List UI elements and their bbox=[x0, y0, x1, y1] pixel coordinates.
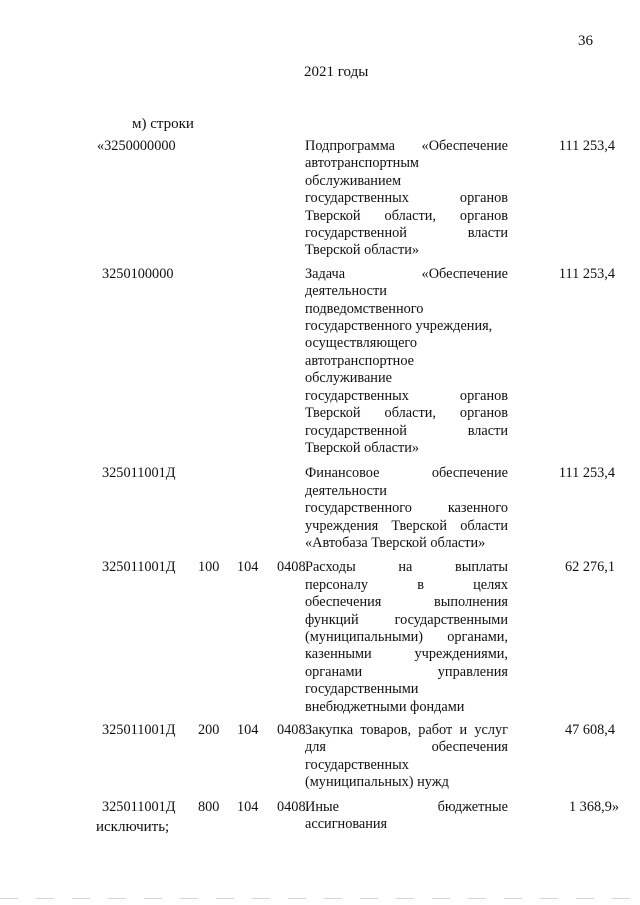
expense-type: 100 bbox=[198, 559, 220, 576]
row-description bbox=[305, 799, 508, 834]
description-line: Закупка товаров, работ и услуг bbox=[305, 722, 508, 738]
description-line: государственного казенного bbox=[305, 500, 508, 517]
description-line: (муниципальных) нужд bbox=[305, 774, 449, 791]
budget-table bbox=[0, 138, 640, 833]
row-description bbox=[305, 722, 508, 792]
table-row bbox=[0, 559, 640, 716]
years-heading: 2021 годы bbox=[304, 64, 369, 80]
description-line: казенными учреждениями, bbox=[305, 646, 508, 663]
subsection-code: 0408 bbox=[277, 559, 306, 576]
description-line: учреждения Тверской области bbox=[305, 517, 508, 534]
target-code: 325011001Д bbox=[102, 798, 176, 815]
amount: 62 276,1 bbox=[564, 559, 615, 576]
target-code: 3250100000 bbox=[102, 265, 174, 282]
description-line: персоналу в целях bbox=[305, 576, 508, 593]
description-line: деятельности bbox=[305, 283, 387, 300]
target-code: 325011001Д bbox=[102, 559, 176, 576]
amount: 47 608,4 bbox=[564, 722, 615, 738]
description-line: автотранспортным bbox=[305, 155, 419, 172]
description-line: «Автобаза Тверской области» bbox=[305, 534, 486, 551]
subsection-code: 0408 bbox=[277, 798, 306, 815]
description-line: деятельности bbox=[305, 482, 387, 499]
expense-type: 200 bbox=[198, 722, 220, 738]
description-line: государственных органов bbox=[305, 387, 508, 404]
description-line: государственной власти bbox=[305, 422, 508, 439]
description-line: государственных органов bbox=[305, 190, 508, 207]
row-description bbox=[305, 138, 508, 260]
section-code: 104 bbox=[237, 798, 259, 815]
row-description bbox=[305, 559, 508, 716]
description-line: Тверской области, органов bbox=[305, 405, 508, 422]
description-line: Подпрограмма «Обеспечение bbox=[305, 138, 508, 154]
description-line: Задача «Обеспечение bbox=[305, 265, 508, 282]
description-line: автотранспортное bbox=[305, 352, 414, 369]
page-number: 36 bbox=[578, 33, 593, 49]
description-line: государственного учреждения, bbox=[305, 318, 493, 335]
description-line: Тверской области, органов bbox=[305, 207, 508, 224]
section-code: 104 bbox=[237, 722, 259, 738]
amount: 111 253,4 bbox=[558, 465, 615, 482]
subsection-code: 0408 bbox=[277, 722, 306, 738]
expense-type: 800 bbox=[198, 798, 220, 815]
target-code: «3250000000 bbox=[97, 138, 176, 154]
row-description bbox=[305, 465, 508, 552]
section-code: 104 bbox=[237, 559, 259, 576]
description-line: государственными bbox=[305, 681, 419, 698]
table-row bbox=[0, 138, 640, 260]
description-line: Финансовое обеспечение bbox=[305, 465, 508, 482]
description-line: Тверской области» bbox=[305, 439, 420, 456]
description-line: подведомственного bbox=[305, 300, 424, 317]
table-row bbox=[0, 722, 640, 792]
target-code: 325011001Д bbox=[102, 465, 176, 482]
description-line: Расходы на выплаты bbox=[305, 559, 508, 576]
description-line: обслуживанием bbox=[305, 172, 401, 189]
description-line: государственных bbox=[305, 756, 409, 773]
amount: 111 253,4 bbox=[558, 138, 615, 154]
amount: 111 253,4 bbox=[558, 265, 615, 282]
table-row bbox=[0, 465, 640, 552]
description-line: обеспечения выполнения bbox=[305, 594, 508, 611]
description-line: органами управления bbox=[305, 663, 508, 680]
description-line: внебюджетными фондами bbox=[305, 698, 465, 715]
description-line: осуществляющего bbox=[305, 335, 418, 352]
description-line: (муниципальными) органами, bbox=[305, 628, 508, 645]
table-row bbox=[0, 266, 640, 457]
description-line: Иные бюджетные bbox=[305, 798, 508, 815]
scan-footer-artifact bbox=[0, 898, 640, 899]
description-line: обслуживание bbox=[305, 370, 392, 387]
amount: 1 368,9» bbox=[568, 798, 619, 815]
description-line: государственной власти bbox=[305, 225, 508, 242]
description-line: функций государственными bbox=[305, 611, 508, 628]
description-line: Тверской области» bbox=[305, 242, 420, 259]
target-code: 325011001Д bbox=[102, 722, 176, 738]
section-label: м) строки bbox=[132, 116, 194, 132]
description-line: для обеспечения bbox=[305, 739, 508, 756]
row-description bbox=[305, 266, 508, 457]
description-line: ассигнования bbox=[305, 816, 388, 833]
closing-instruction: исключить; bbox=[96, 819, 170, 835]
